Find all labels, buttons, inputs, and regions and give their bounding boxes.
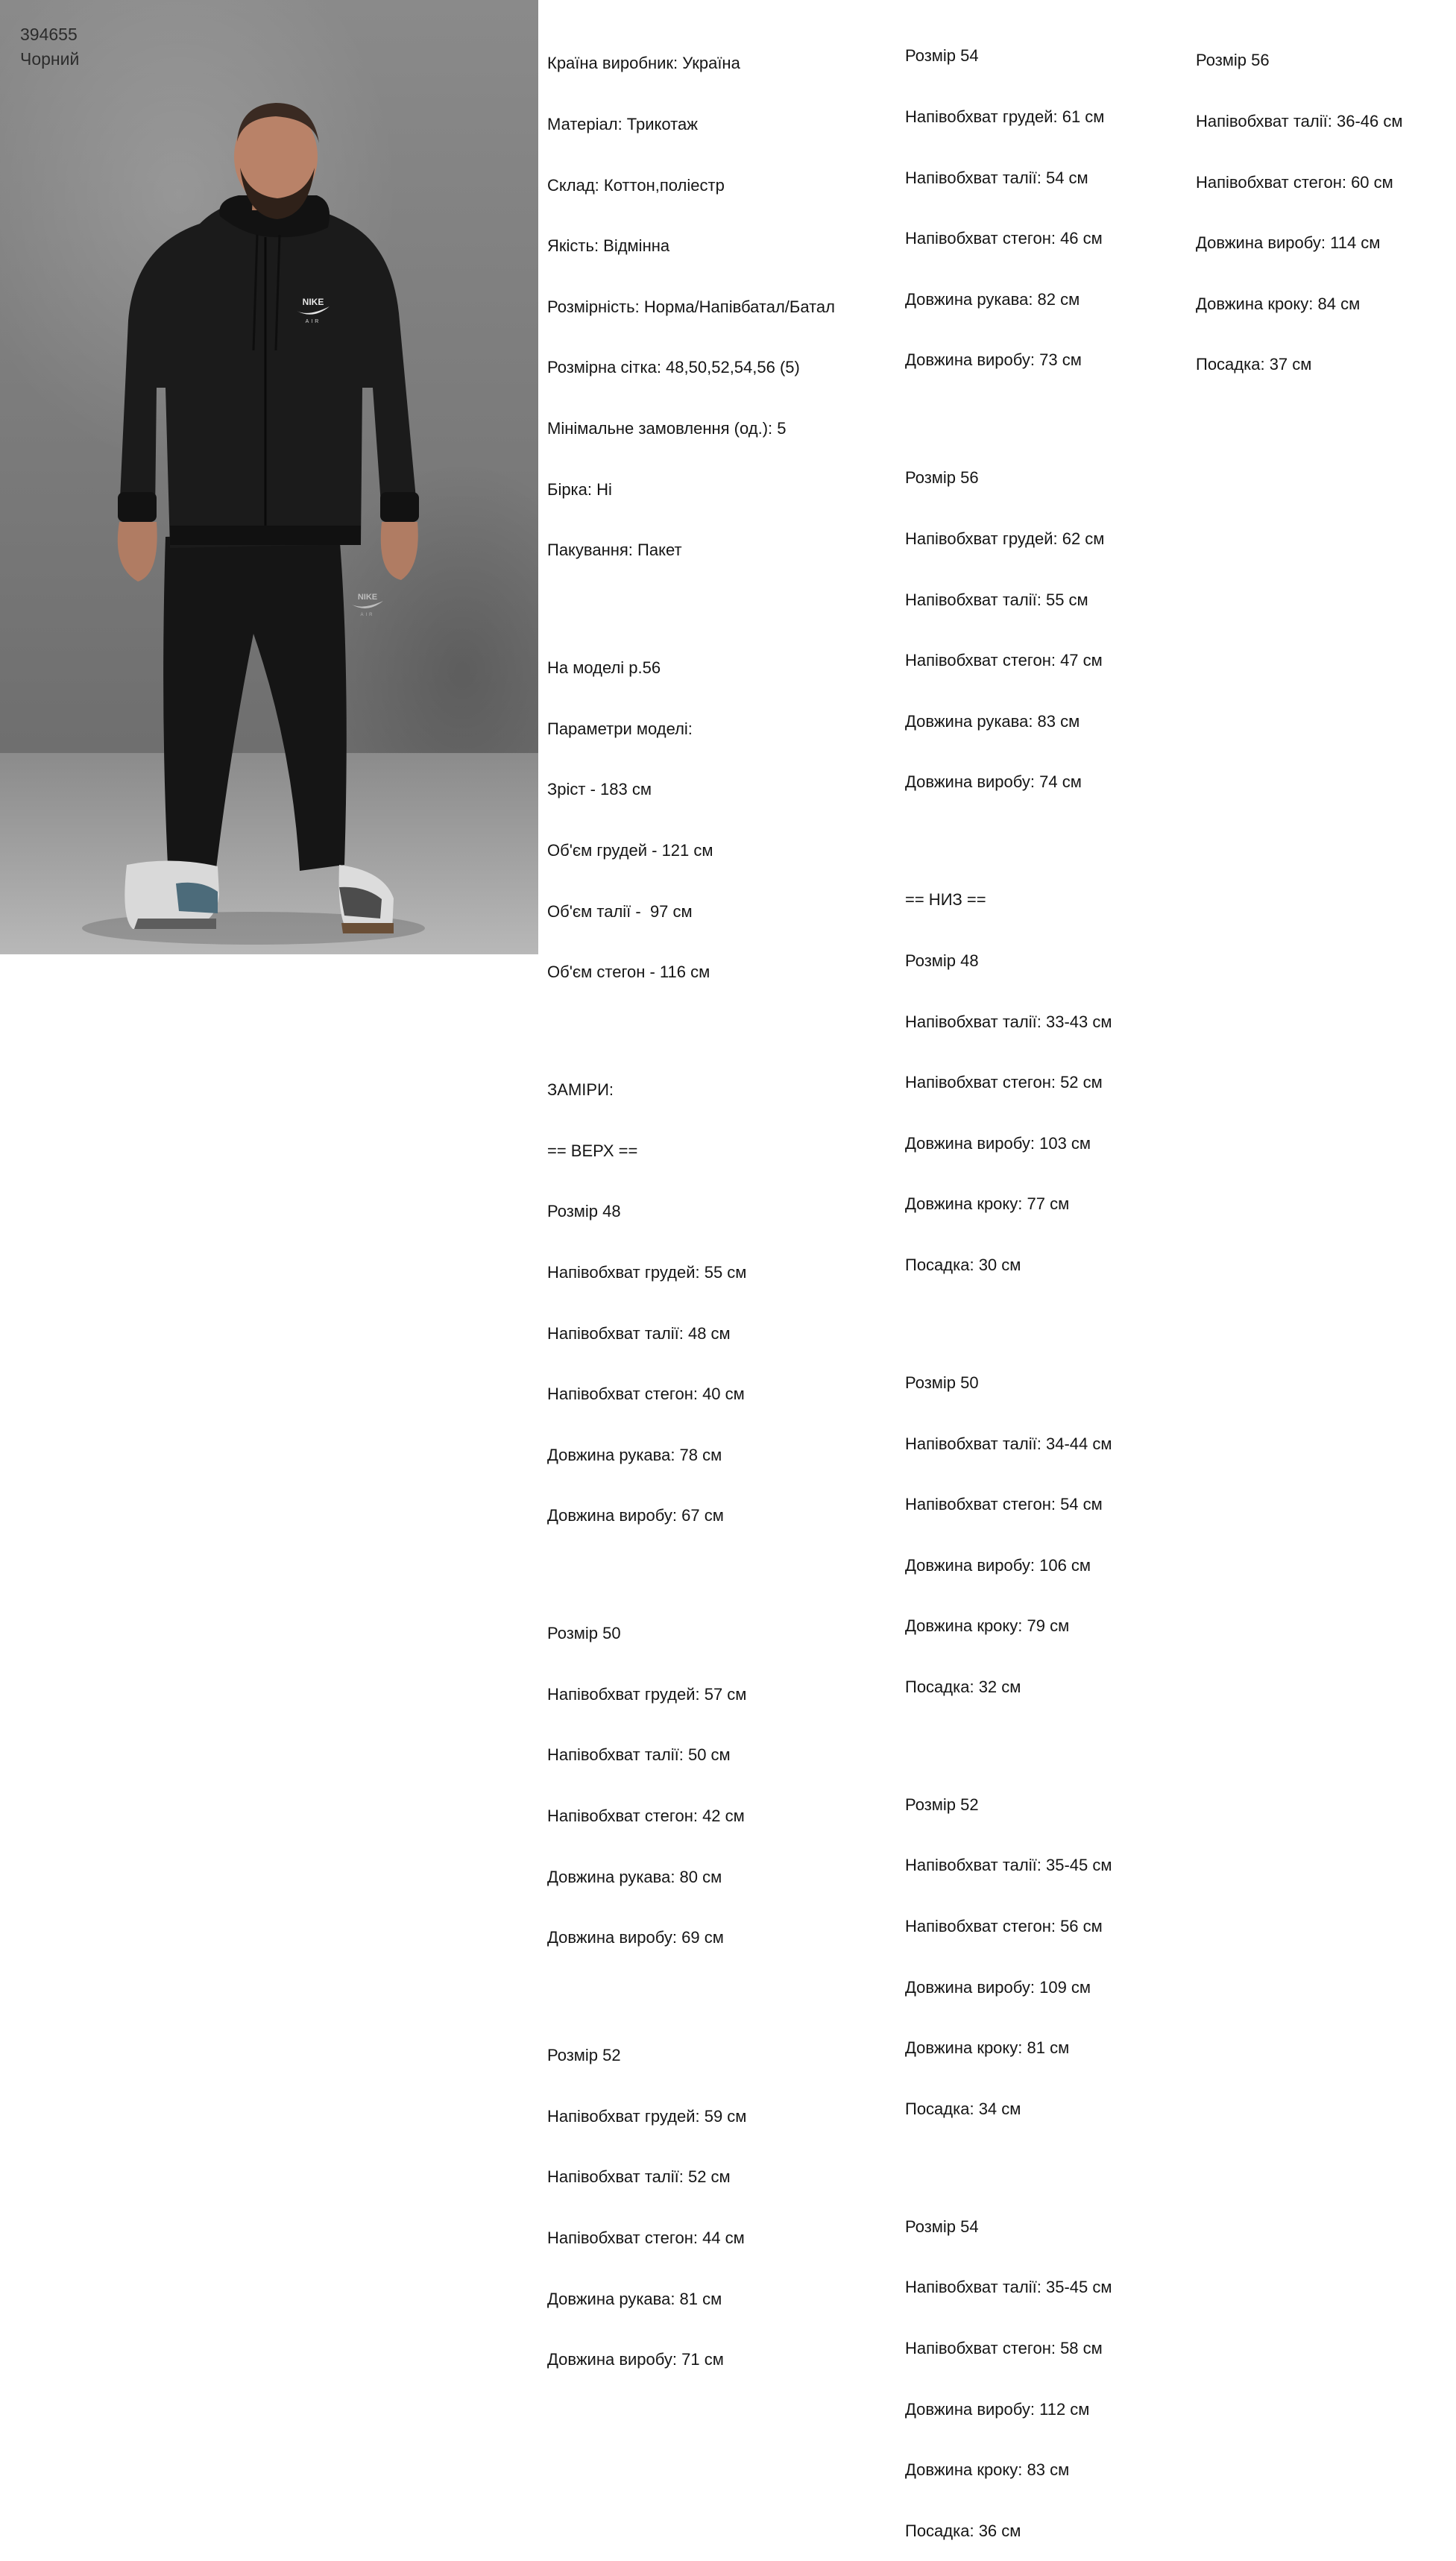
top-measure-line: Напівобхват грудей: 55 см: [547, 1262, 747, 1282]
bottom-measure-line: Напівобхват талії: 36-46 см: [1196, 112, 1403, 130]
spec-line: Розмірна сітка: 48,50,52,54,56 (5): [547, 358, 800, 377]
bottom-measure-line: Довжина виробу: 106 см: [905, 1555, 1091, 1575]
svg-text:AIR: AIR: [360, 613, 375, 617]
top-measure-line: Довжина рукава: 78 см: [547, 1445, 722, 1464]
bottom-measure-line: Довжина виробу: 114 см: [1196, 233, 1381, 253]
model-info-line: Об'єм стегон - 116 см: [547, 963, 710, 982]
svg-text:NIKE: NIKE: [357, 593, 378, 602]
bottom-size-heading: Розмір 48: [905, 951, 979, 970]
bottom-measure-line: Довжина кроку: 83 см: [905, 2460, 1070, 2480]
bottom-measure-line: Довжина виробу: 103 см: [905, 1133, 1091, 1153]
bottom-measure-line: Посадка: 37 см: [1196, 355, 1312, 374]
bottom-measure-line: Напівобхват стегон: 52 см: [905, 1073, 1103, 1092]
bottom-size-heading: Розмір 56: [1196, 51, 1270, 70]
model-info-line: Параметри моделі:: [547, 719, 693, 738]
spec-line: Розмірність: Норма/Напівбатал/Батал: [547, 297, 835, 316]
spec-line: Бірка: Ні: [547, 479, 612, 499]
bottom-measure-line: Довжина виробу: 109 см: [905, 1977, 1091, 1997]
bottom-measure-line: Напівобхват стегон: 58 см: [905, 2339, 1103, 2358]
top-measure-line: Напівобхват грудей: 57 см: [547, 1684, 747, 1704]
bottom-measure-line: Довжина кроку: 77 см: [905, 1194, 1070, 1214]
bottom-measure-line: Напівобхват талії: 35-45 см: [905, 2278, 1112, 2297]
top-measure-line: Напівобхват грудей: 61 см: [905, 107, 1105, 126]
bottom-measure-line: Посадка: 30 см: [905, 1255, 1021, 1274]
bottom-size-heading: Розмір 54: [905, 2217, 979, 2236]
model-info-line: Об'єм талії - 97 см: [547, 901, 693, 921]
product-sku-label: [20, 22, 79, 72]
svg-text:AIR: AIR: [305, 319, 321, 324]
top-measure-line: Напівобхват талії: 55 см: [905, 590, 1088, 609]
svg-text:NIKE: NIKE: [302, 297, 324, 307]
bottom-measure-line: Посадка: 36 см: [905, 2521, 1021, 2540]
spec-line: Склад: Коттон,поліестр: [547, 175, 725, 195]
top-measure-line: Напівобхват грудей: 62 см: [905, 529, 1105, 548]
bottom-measure-line: Напівобхват стегон: 56 см: [905, 1917, 1103, 1936]
top-measure-line: Довжина виробу: 74 см: [905, 772, 1082, 792]
top-size-heading: Розмір 52: [547, 2046, 621, 2065]
bottom-measure-line: Напівобхват стегон: 54 см: [905, 1495, 1103, 1514]
top-measure-line: Довжина рукава: 81 см: [547, 2289, 722, 2308]
nike-logo-chest-icon: [291, 294, 335, 324]
top-measure-line: Довжина рукава: 83 см: [905, 711, 1080, 731]
top-measure-line: Напівобхват талії: 54 см: [905, 168, 1088, 187]
top-measure-line: Напівобхват талії: 52 см: [547, 2167, 731, 2187]
spec-line: Мінімальне замовлення (од.): 5: [547, 418, 787, 438]
spec-line: Пакування: Пакет: [547, 541, 682, 560]
spec-line: Якість: Відмінна: [547, 236, 670, 256]
top-size-heading: Розмір 48: [547, 1202, 621, 1221]
model-photo: [0, 0, 538, 954]
bottom-section-title: == НИЗ ==: [905, 890, 986, 910]
sizes-column-middle: [905, 5, 1112, 2561]
top-measure-line: Напівобхват талії: 50 см: [547, 1745, 731, 1765]
top-section-title: == ВЕРХ ==: [547, 1141, 638, 1160]
top-size-heading: Розмір 56: [905, 468, 979, 488]
model-info-line: На моделі р.56: [547, 658, 661, 678]
sizes-column-right: [1196, 10, 1402, 395]
top-measure-line: Довжина виробу: 67 см: [547, 1506, 724, 1525]
top-measure-line: Довжина рукава: 80 см: [547, 1867, 722, 1886]
top-size-heading: Розмір 50: [547, 1624, 621, 1643]
top-measure-line: Напівобхват стегон: 40 см: [547, 1385, 745, 1404]
top-measure-line: Довжина рукава: 82 см: [905, 289, 1080, 309]
bottom-measure-line: Посадка: 32 см: [905, 1677, 1021, 1696]
spec-line: Матеріал: Трикотаж: [547, 115, 698, 133]
bottom-measure-line: Довжина кроку: 81 см: [905, 2038, 1070, 2058]
spec-line: Країна виробник: Україна: [547, 54, 740, 73]
bottom-measure-line: Посадка: 34 см: [905, 2099, 1021, 2118]
bottom-measure-line: Напівобхват стегон: 60 см: [1196, 172, 1393, 192]
bottom-measure-line: Довжина кроку: 84 см: [1196, 294, 1361, 313]
product-color: Чорний: [20, 49, 80, 69]
top-measure-line: Напівобхват стегон: 44 см: [547, 2228, 745, 2248]
top-measure-line: Напівобхват стегон: 42 см: [547, 1806, 745, 1826]
top-measure-line: Напівобхват стегон: 47 см: [905, 651, 1103, 670]
model-info-line: Зріст - 183 см: [547, 780, 652, 799]
bottom-measure-line: Довжина виробу: 112 см: [905, 2399, 1090, 2419]
top-measure-line: Напівобхват стегон: 46 см: [905, 229, 1103, 248]
bottom-measure-line: Напівобхват талії: 33-43 см: [905, 1012, 1112, 1031]
bottom-measure-line: Напівобхват талії: 35-45 см: [905, 1856, 1112, 1875]
top-measure-line: Довжина виробу: 69 см: [547, 1928, 724, 1947]
bottom-size-heading: Розмір 52: [905, 1795, 979, 1814]
model-figure-icon: [0, 0, 538, 954]
top-size-heading: Розмір 54: [905, 46, 979, 66]
model-info-line: Об'єм грудей - 121 см: [547, 840, 713, 860]
top-measure-line: Напівобхват грудей: 59 см: [547, 2106, 747, 2126]
bottom-measure-line: Напівобхват талії: 34-44 см: [905, 1434, 1112, 1453]
top-measure-line: Напівобхват талії: 48 см: [547, 1323, 731, 1343]
top-measure-line: Довжина виробу: 73 см: [905, 350, 1082, 370]
measurements-title: ЗАМІРИ:: [547, 1080, 614, 1100]
bottom-measure-line: Довжина кроку: 79 см: [905, 1616, 1070, 1636]
bottom-size-heading: Розмір 50: [905, 1373, 979, 1392]
top-measure-line: Довжина виробу: 71 см: [547, 2350, 724, 2369]
specs-column: [547, 13, 835, 2390]
nike-logo-pants-icon: [347, 590, 388, 617]
product-sku: 394655: [20, 25, 78, 44]
